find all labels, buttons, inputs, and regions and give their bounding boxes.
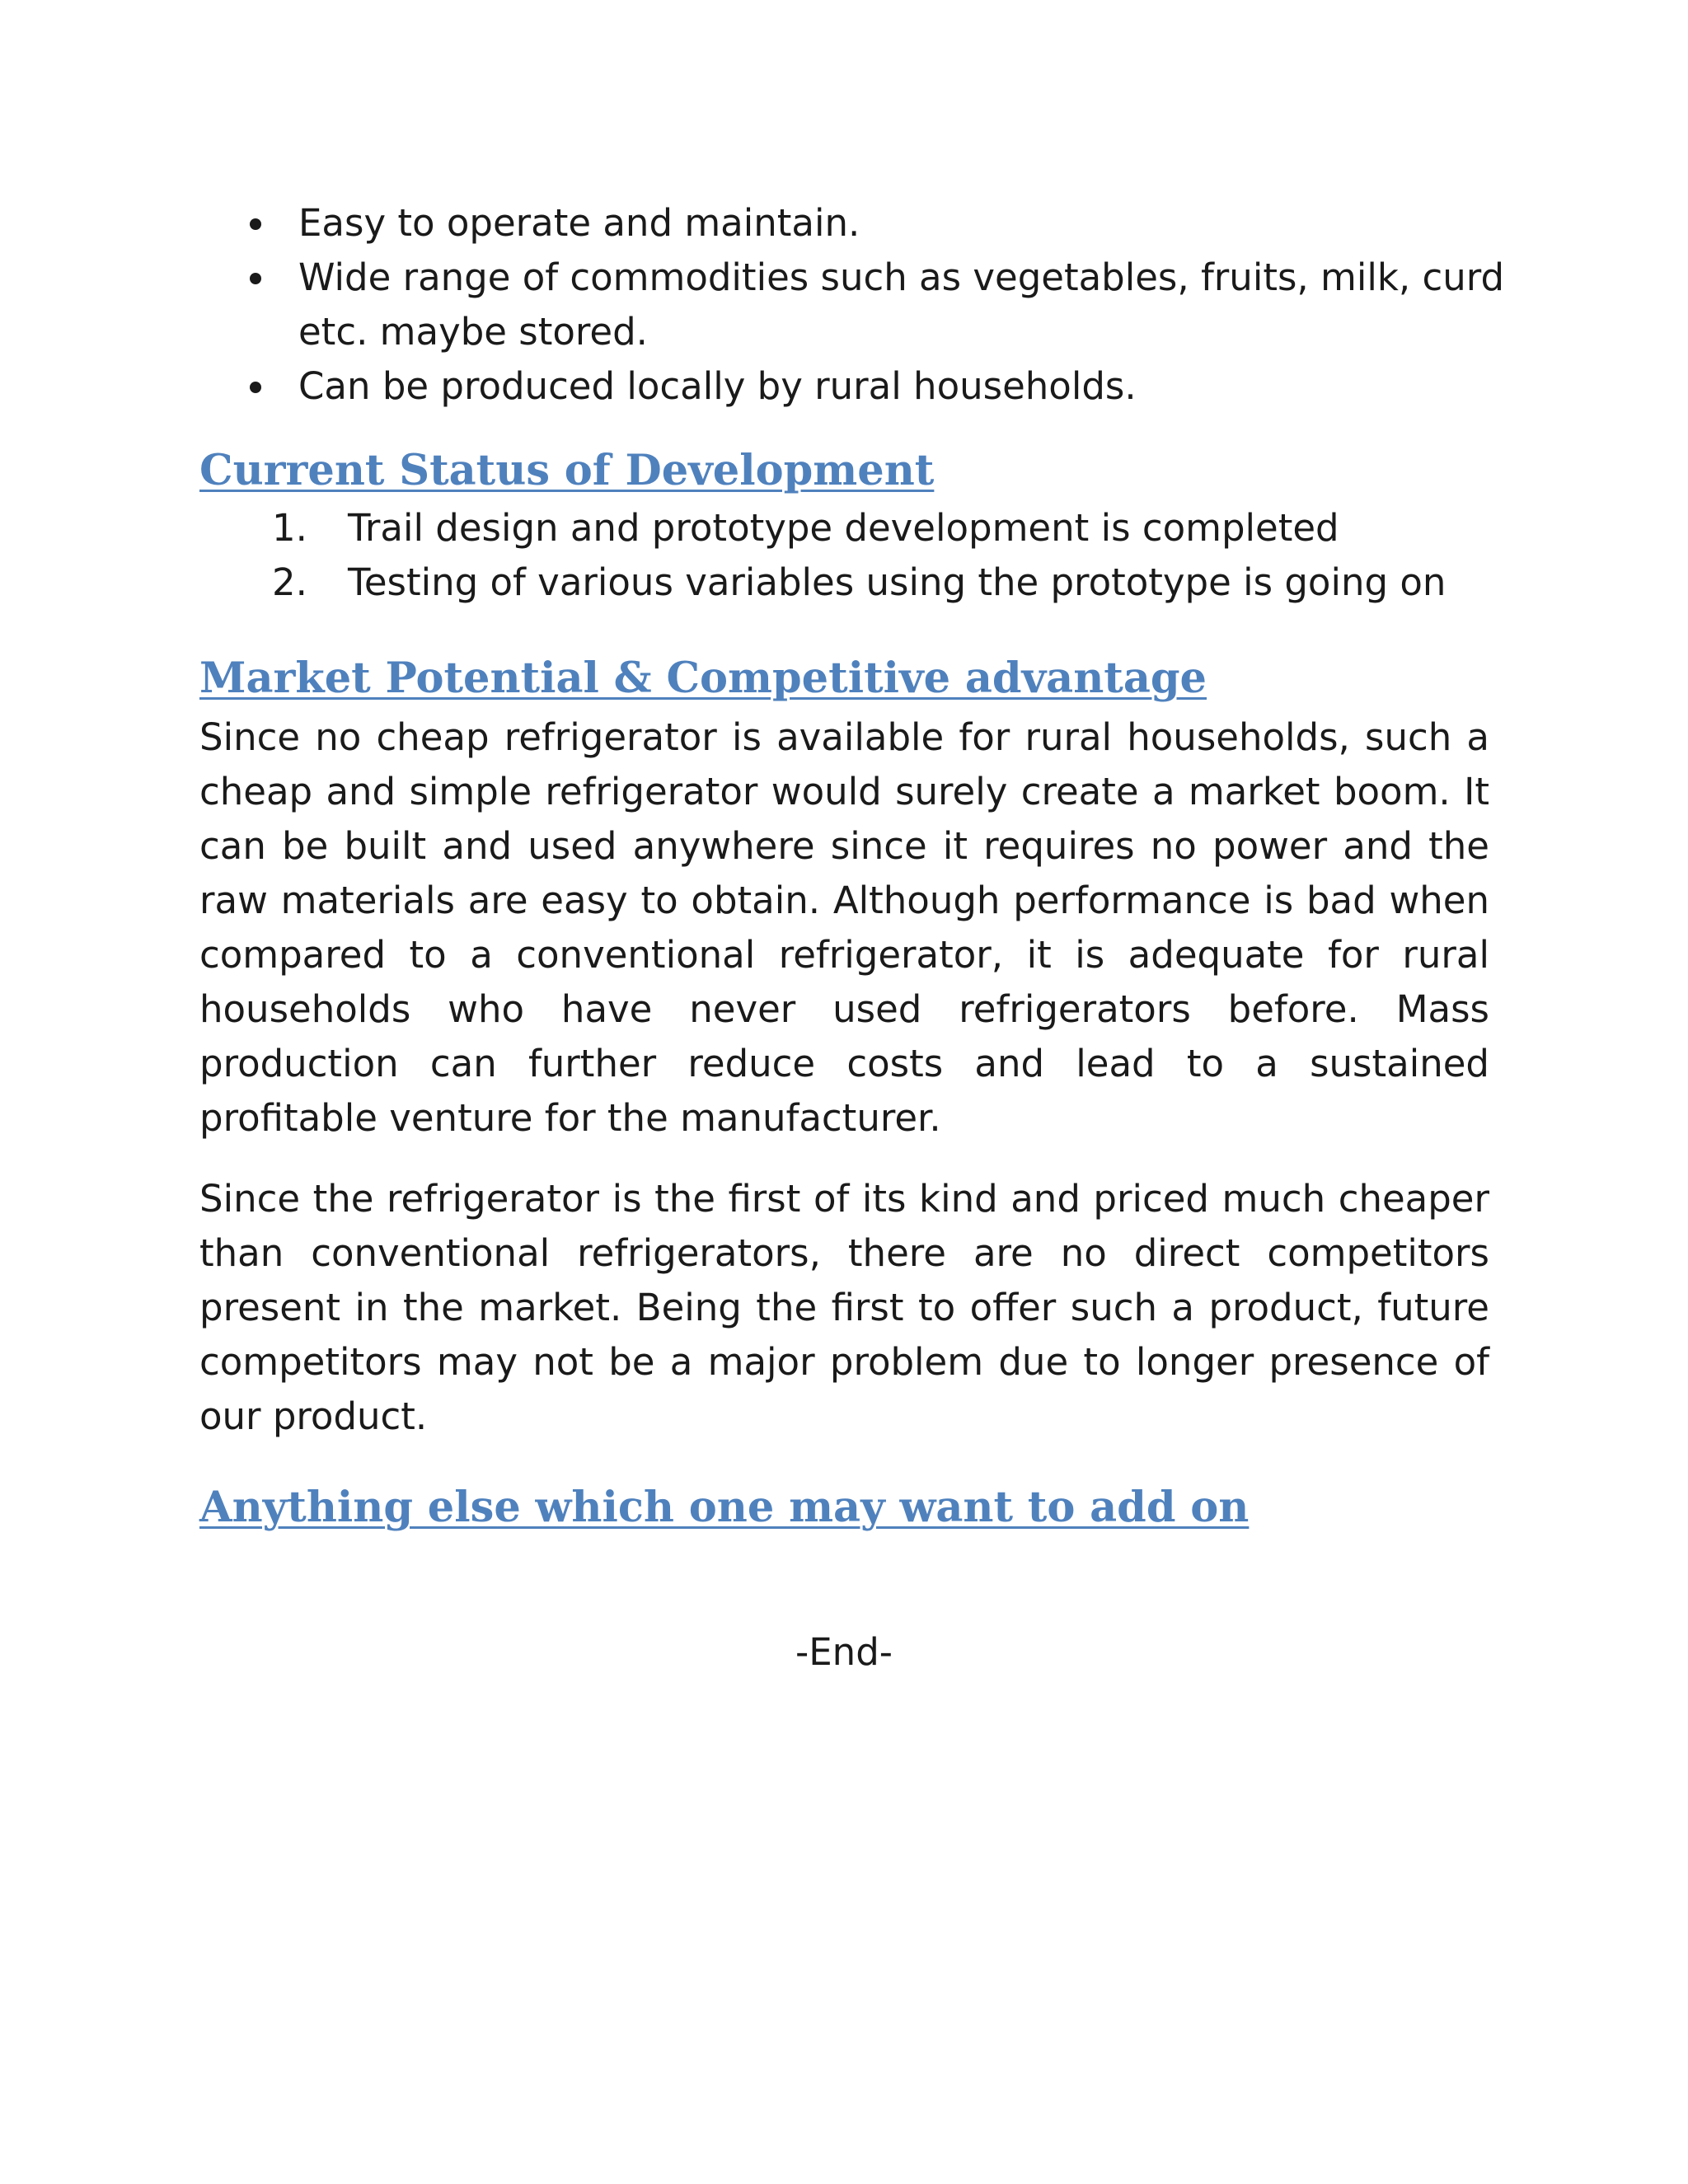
bullet-dot-icon (250, 382, 261, 393)
bullet-text: Can be produced locally by rural households. (298, 364, 1137, 408)
item-number: 1. (272, 506, 307, 550)
bullet-dot-icon (250, 218, 261, 230)
heading-market-potential: Market Potential & Competitive advantage (199, 654, 1207, 703)
item-text: Testing of various variables using the prototype is going on (348, 560, 1447, 604)
document-content (199, 196, 1505, 1535)
feature-bullet-list (199, 196, 1505, 414)
item-number: 2. (272, 560, 307, 604)
bullet-item (199, 196, 1518, 251)
bullet-text: Easy to operate and maintain. (298, 201, 860, 245)
bullet-text: Wide range of commodities such as vegetables, fruits, milk, curd etc. maybe stored. (298, 255, 1505, 354)
end-marker: -End- (795, 1630, 893, 1674)
heading-anything-else: Anything else which one may want to add on (199, 1483, 1250, 1532)
numbered-item (199, 501, 1489, 555)
status-numbered-list (199, 501, 1489, 610)
bullet-item (199, 359, 1518, 414)
heading-current-status: Current Status of Development (199, 446, 935, 495)
bullet-item (199, 251, 1518, 359)
market-paragraph-2: Since the refrigerator is the first of its kind and priced much cheaper than conventional refrigerators, there are no direct competitors present in the market. Being the first to offer such a product, future competitors may not be a major problem due to longer presence of our product. (199, 1177, 1489, 1438)
market-paragraph-1: Since no cheap refrigerator is available for rural households, such a cheap and simple refrigerator would surely create a market boom. It can be built and used anywhere since it requires no power and the raw materials are easy to obtain. Although performance is bad when compared to a conventional refrigerator, it is adequate for rural households who have never used refrigerators before. Mass production can further reduce costs and lead to a sustained profitable venture for the manufacturer. (199, 715, 1489, 1140)
numbered-item (199, 555, 1489, 610)
bullet-dot-icon (250, 273, 261, 284)
item-text: Trail design and prototype development is completed (348, 506, 1339, 550)
